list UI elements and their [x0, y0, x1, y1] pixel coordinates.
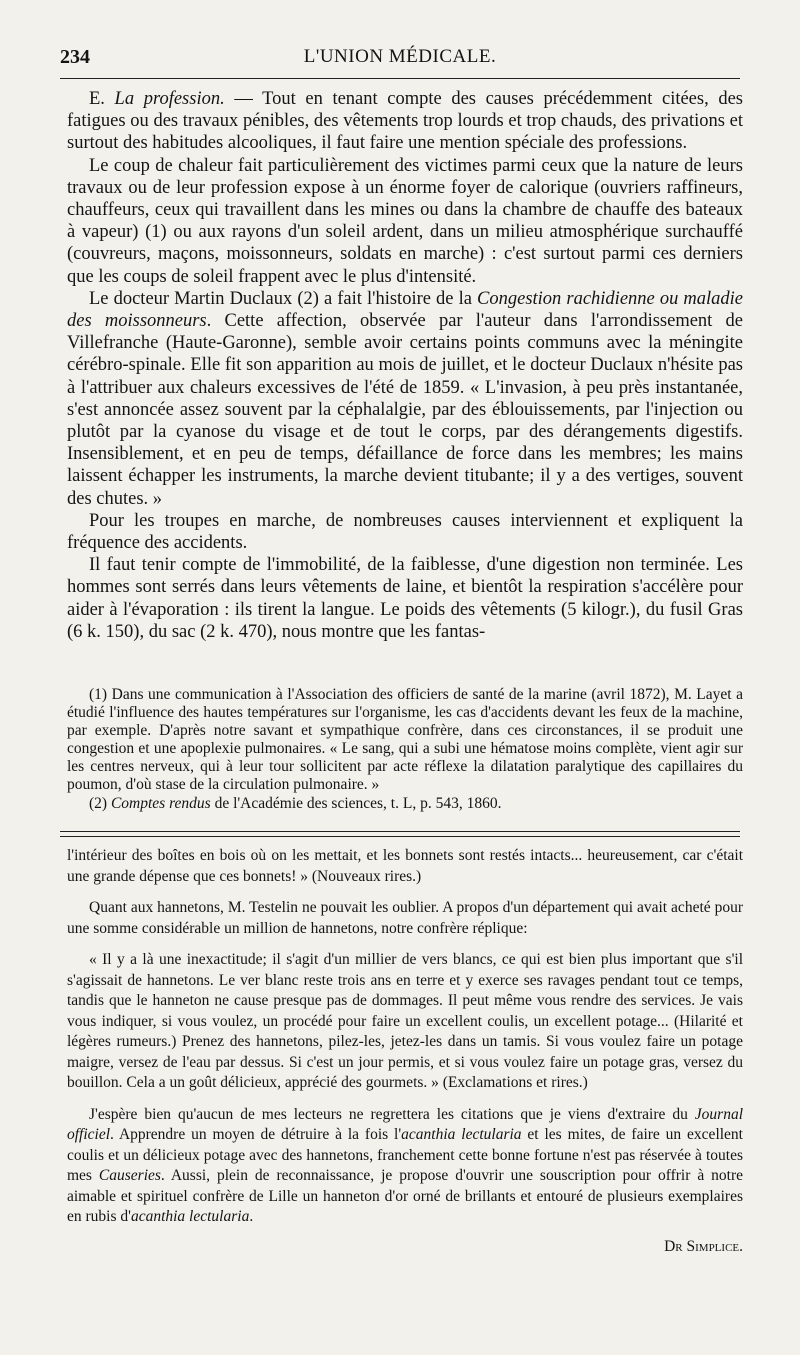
- paragraph-immobilite: Il faut tenir compte de l'immobilité, de la faiblesse, d'une digestion non terminée. Les hommes sont serrés dans leurs vêtements de laine, et bientôt la respiration s'accélère pour aider à l'évaporation : ils tirent la langue. Le poids des vêtements (5 kilogr.), du fusil Gras (6 k. 150), du sac (2 k. 470), nous montre que les fantas-: [67, 555, 743, 642]
- footnote-1: (1) Dans une communication à l'Association des officiers de santé de la marine (avril 1872), M. Layet a étudié l'influence des hautes températures sur l'organisme, les cas d'accidents devant les feux de la machine, par exemple. D'après notre savant et sympathique confrère, dans ces circonstances, il se produit une congestion et une apoplexie pulmonaires. « Le sang, qui a subi une hématose moins complète, vient agir sur les centres nerveux, qui à leur tour sollicitent par acte réflexe la dilatation paralytique des capillaires du poumon, d'où stase de la circulation pulmonaire. »: [67, 686, 743, 794]
- continuation-text: [67, 846, 743, 1257]
- running-title: L'UNION MÉDICALE.: [303, 46, 497, 67]
- page-header: [60, 44, 740, 74]
- main-text: [67, 88, 743, 643]
- header-rule: [60, 78, 740, 79]
- paragraph-duclaux: Le docteur Martin Duclaux (2) a fait l'histoire de la Congestion rachidienne ou maladie des moissonneurs. Cette affection, observée par l'auteur dans l'arrondissement de Villefranche (Haute-Garonne), semble avoir certains points communs avec la méningite cérébro-spinale. Elle fit son apparition au mois de juillet, et le docteur Duclaux n'hésite pas à l'attribuer aux chaleurs excessives de l'été de 1859. « L'invasion, à peu près instantanée, s'est annoncée assez souvent par la céphalalgie, par des éblouissements, par l'injection ou plutôt par la cyanose du visage et de tout le corps, par des dérangements digestifs. Insensiblement, et en peu de temps, défaillance de force dans les membres; les mains laissent échapper les instruments, la marche devient titubante; il y a des vertiges, souvent des chutes. »: [67, 288, 743, 509]
- paragraph-quotation: « Il y a là une inexactitude; il s'agit d'un millier de vers blancs, ce qui est bien plus important que s'il s'agissait de hannetons. Le ver blanc reste trois ans en terre et y exerce ses ravages pendant tout ce temps, tandis que le hanneton ne cause presque pas de dommages. Il peut même vous rendre des services. Je vais vous indiquer, si vous voulez, un procédé pour faire un excellent coulis, un excellent potage... (Hilarité et légères rumeurs.) Prenez des hannetons, pilez-les, jetez-les dans un tamis. Si vous voulez faire un potage maigre, versez de l'eau par dessus. Si c'est un jour permis, et si vous voulez faire un potage gras, versez du bouillon. Cela a un goût délicieux, apprécié des gourmets. » (Exclamations et rires.): [67, 951, 743, 1091]
- separator-rule-bottom: [60, 836, 740, 837]
- footnotes: [67, 686, 743, 813]
- paragraph-conclusion: J'espère bien qu'aucun de mes lecteurs ne regrettera les citations que je viens d'extraire du Journal officiel. Apprendre un moyen de détruire à la fois l'acanthia lectularia et les mites, de faire un excellent coulis et un délicieux potage avec des hannetons, franchement cette bonne fortune n'est pas réservée à toutes mes Causeries. Aussi, plein de reconnaissance, je propose d'ouvrir une souscription pour offrir à notre aimable et spirituel confrère de Lille un hanneton d'or orné de brillants et entouré de plusieurs exemplaires en rubis d'acanthia lectularia.: [67, 1105, 743, 1225]
- paragraph-troupes: Pour les troupes en marche, de nombreuses causes interviennent et expliquent la fréquence des accidents.: [67, 510, 743, 554]
- separator-rule-top: [60, 831, 740, 832]
- signature: Dr Simplice.: [664, 1237, 743, 1255]
- page-number: 234: [60, 46, 90, 68]
- paragraph-coup-de-chaleur: Le coup de chaleur fait particulièrement des victimes parmi ceux que la nature de leurs travaux ou de leur profession expose à un énorme foyer de calorique (ouvriers raffineurs, chauffeurs, ceux qui travaillent dans les mines ou dans la chambre de chauffe des bateaux à vapeur) (1) ou aux rayons d'un soleil ardent, dans un milieu atmosphérique surchauffé (couvreurs, maçons, moissonneurs, soldats en marche) : c'est surtout parmi ces derniers que les coups de soleil frappent avec le plus d'intensité.: [67, 155, 743, 287]
- footnote-2: (2) Comptes rendus de l'Académie des sciences, t. L, p. 543, 1860.: [89, 794, 502, 812]
- paragraph-bonnets: l'intérieur des boîtes en bois où on les mettait, et les bonnets sont restés intacts... heureusement, car c'était une grande dépense que ces bonnets! » (Nouveaux rires.): [67, 847, 743, 885]
- paragraph-hannetons: Quant aux hannetons, M. Testelin ne pouvait les oublier. A propos d'un département qui avait acheté pour une somme considérable un million de hannetons, notre confrère réplique:: [67, 899, 743, 937]
- paragraph-profession: E. La profession. — Tout en tenant compte des causes précédemment citées, des fatigues ou des travaux pénibles, des vêtements trop lourds et trop chauds, des privations et surtout des habitudes alcooliques, il faut faire une mention spéciale des professions.: [67, 89, 743, 154]
